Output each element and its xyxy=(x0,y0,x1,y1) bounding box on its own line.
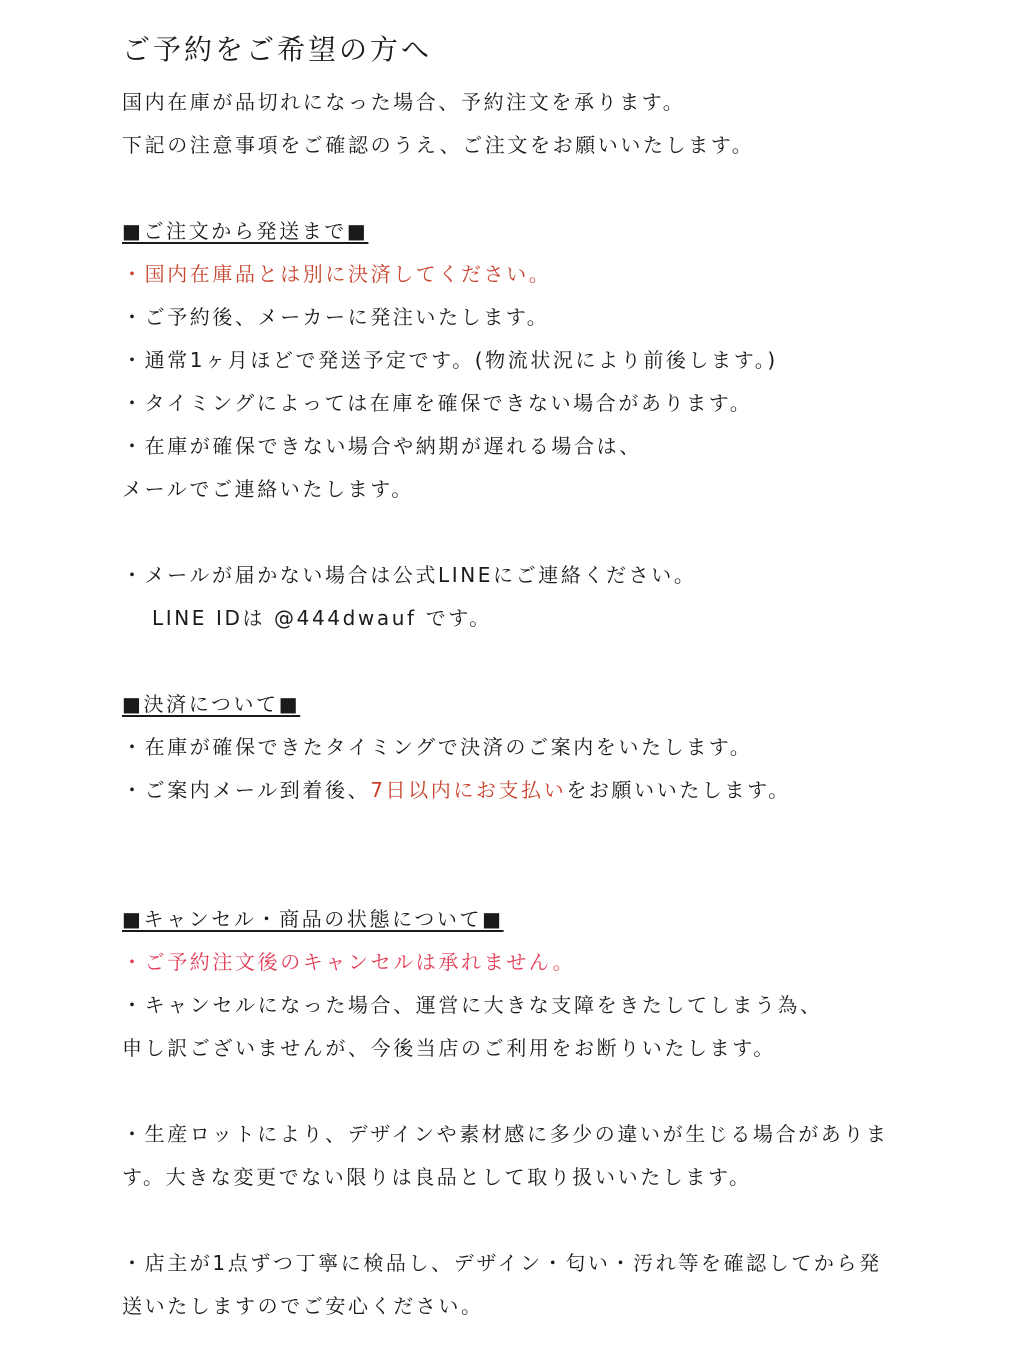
list-item: ・通常1ヶ月ほどで発送予定です。(物流状況により前後します。) xyxy=(122,348,778,372)
section-heading-cancel-condition: ■キャンセル・商品の状態について■ xyxy=(122,907,504,931)
list-item: ・キャンセルになった場合、運営に大きな支障をきたしてしまう為、 xyxy=(122,993,823,1017)
list-item: ・生産ロットにより、デザインや素材感に多少の違いが生じる場合がありま xyxy=(122,1122,889,1146)
payment-deadline-highlight: 7日以内にお支払い xyxy=(370,778,567,802)
section-heading-order-to-shipping: ■ご注文から発送まで■ xyxy=(122,219,369,243)
list-item: ・タイミングによっては在庫を確保できない場合があります。 xyxy=(122,391,753,415)
intro-line: 下記の注意事項をご確認のうえ、ご注文をお願いいたします。 xyxy=(122,133,755,157)
list-item-continued: 申し訳ございませんが、今後当店のご利用をお断りいたします。 xyxy=(122,1036,776,1060)
list-item-continued: す。大きな変更でない限りは良品として取り扱いいたします。 xyxy=(122,1165,752,1189)
list-item-continued: メールでご連絡いたします。 xyxy=(122,477,414,501)
intro-line: 国内在庫が品切れになった場合、予約注文を承ります。 xyxy=(122,90,686,114)
warning-item: ・国内在庫品とは別に決済してください。 xyxy=(122,262,552,286)
list-item: ・在庫が確保できない場合や納期が遅れる場合は、 xyxy=(122,434,642,458)
list-item: ・ご予約後、メーカーに発注いたします。 xyxy=(122,305,550,329)
list-item xyxy=(122,778,791,802)
payment-text-pre: ・ご案内メール到着後、 xyxy=(122,778,371,802)
line-id-text: LINE IDは @444dwauf です。 xyxy=(152,606,492,630)
list-item: ・店主が1点ずつ丁寧に検品し、デザイン・匂い・汚れ等を確認してから発 xyxy=(122,1251,882,1275)
page-title: ご予約をご希望の方へ xyxy=(122,33,433,66)
payment-text-post: をお願いいたします。 xyxy=(566,778,791,802)
warning-item: ・ご予約注文後のキャンセルは承れません。 xyxy=(122,950,576,974)
list-item: ・在庫が確保できたタイミングで決済のご案内をいたします。 xyxy=(122,735,753,759)
list-item: ・メールが届かない場合は公式LINEにご連絡ください。 xyxy=(122,563,697,587)
list-item-continued: 送いたしますのでご安心ください。 xyxy=(122,1294,484,1318)
section-heading-payment: ■決済について■ xyxy=(122,692,301,716)
